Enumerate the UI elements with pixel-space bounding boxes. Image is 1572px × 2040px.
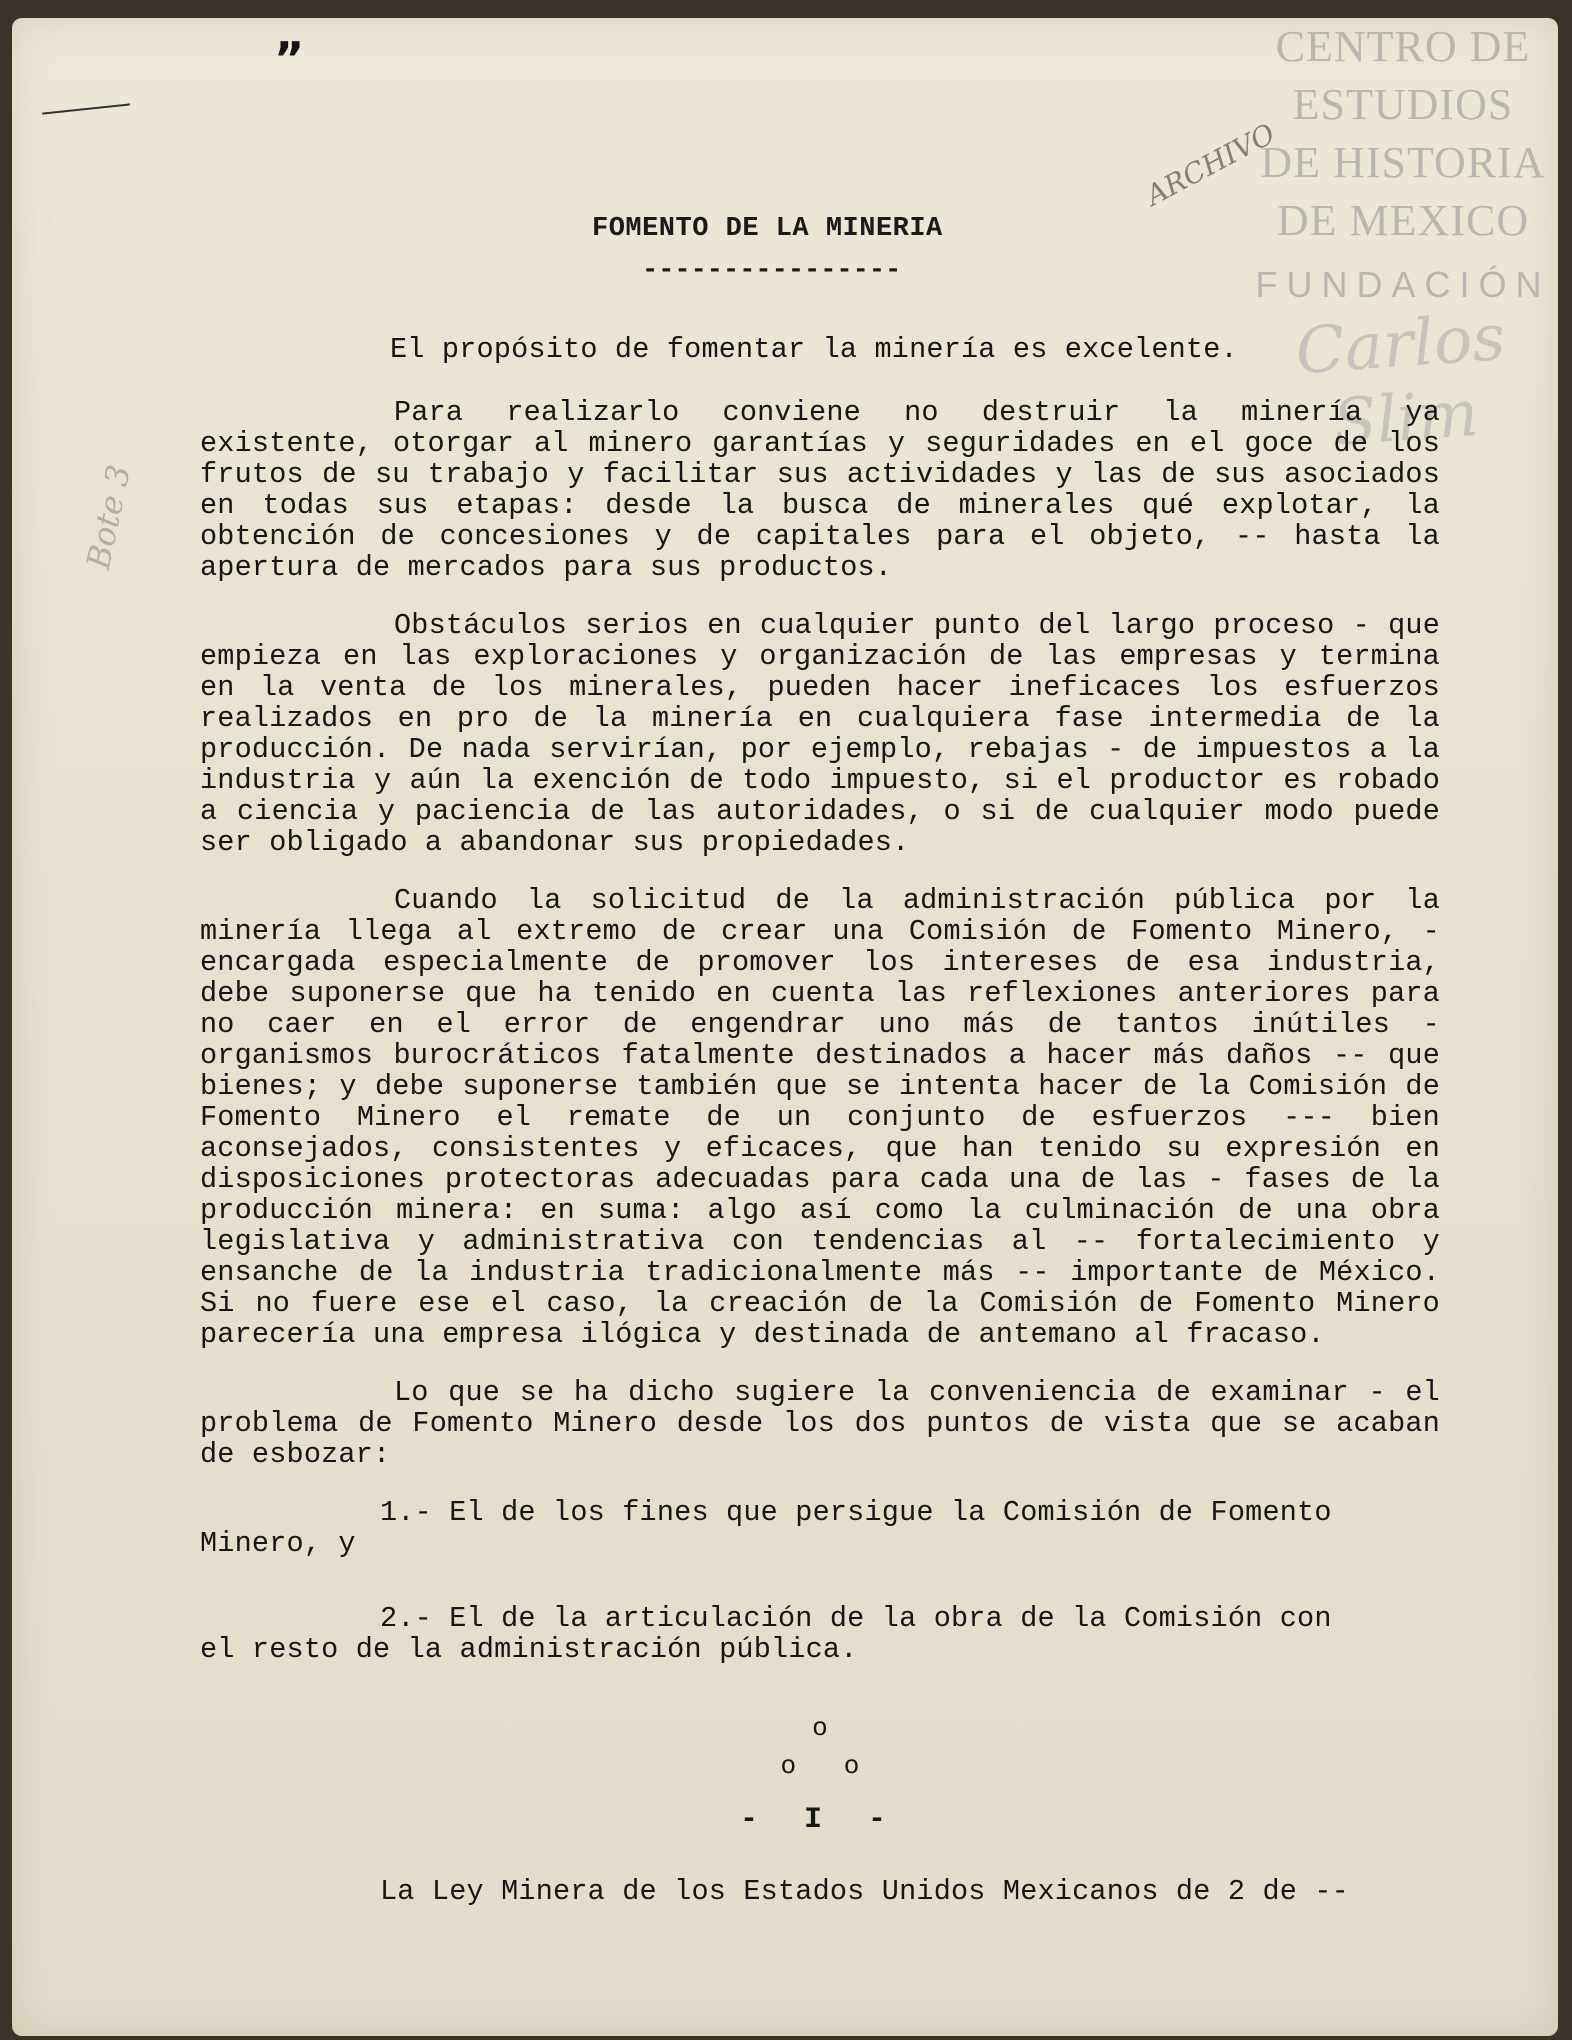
watermark-line: DE HISTORIA xyxy=(1260,138,1546,187)
paragraph: Lo que se ha dicho sugiere la conveniencia de examinar - el problema de Fomento Minero desde los dos puntos de vista que se acaban de esbozar: xyxy=(200,1376,1440,1471)
intro-paragraph: El propósito de fomentar la minería es excelente. xyxy=(390,333,1238,366)
list-item-rest: el resto de la administración pública. xyxy=(200,1633,858,1666)
ornament-top: o xyxy=(812,1713,828,1743)
section-heading: - I - xyxy=(739,1803,900,1837)
pencil-side-note: Bote 3 xyxy=(79,461,139,573)
title-underline: ---------------- xyxy=(642,256,902,286)
watermark-signature: Carlos Slim xyxy=(1293,300,1508,461)
list-item-lead: 1.- El de los fines que persigue la Comisión de Fomento xyxy=(380,1496,1332,1529)
document-body xyxy=(200,334,1440,1907)
pencil-stroke xyxy=(42,103,130,114)
watermark-fundacion: FUNDACIÓN xyxy=(1255,264,1551,305)
handwritten-mark: ” xyxy=(274,32,305,86)
list-item xyxy=(200,1603,1440,1665)
list-item-rest: Minero, y xyxy=(200,1527,356,1560)
ornament-bottom: o o xyxy=(780,1751,860,1781)
list-item-lead: 2.- El de la articulación de la obra de la Comisión con xyxy=(380,1602,1332,1635)
watermark-line: DE MEXICO xyxy=(1276,196,1530,245)
paragraph: Obstáculos serios en cualquier punto del largo proceso - que empieza en las exploraciones y organización de las empresas y termina en la venta de los minerales, pueden hacer ineficaces los esfuerzos realizados en pro de la minería en cualquiera fase intermedia de la producción. De nada servirían, por ejemplo, rebajas - de impuestos a la industria y aún la exención de todo impuesto, si el productor es robado a ciencia y paciencia de las autoridades, o si de cualquier modo puede ser obligado a abandonar sus propiedades. xyxy=(200,609,1440,859)
archive-stamp: ARCHIVO xyxy=(1140,116,1281,213)
paragraph: Cuando la solicitud de la administración pública por la minería llega al extremo de crear una Comisión de Fomento Minero, - encargada especialmente de promover los intereses de esa industria, debe suponerse que ha tenido en cuenta las reflexiones anteriores para no caer en el error de engendrar uno más de tantos inútiles - organismos burocráticos fatalmente destinados a hacer más daños -- que bienes; y debe suponerse también que se intenta hacer de la Comisión de Fomento Minero el remate de un conjunto de esfuerzos --- bien aconsejados, consistentes y eficaces, que han tenido su expresión en disposiciones protectoras adecuadas para cada una de las - fases de la producción minera: en suma: algo así como la culminación de una obra legislativa y administrativa con tendencias al -- fortalecimiento y ensanche de la industria tradicionalmente más -- importante de México. Si no fuere ese el caso, la creación de la Comisión de Fomento Minero parecería una empresa ilógica y destinada de antemano al fracaso. xyxy=(200,884,1440,1351)
paragraph: Para realizarlo conviene no destruir la minería ya existente, otorgar al minero garantías y seguridades en el goce de los frutos de su trabajo y facilitar sus actividades y las de sus asociados en todas sus etapas: desde la busca de minerales qué explotar, la obtención de concesiones y de capitales para el objeto, -- hasta la apertura de mercados para sus productos. xyxy=(200,396,1440,584)
final-line: La Ley Minera de los Estados Unidos Mexicanos de 2 de -- xyxy=(380,1875,1349,1908)
section-ornament xyxy=(200,1709,1440,1785)
list-item xyxy=(200,1497,1440,1559)
document-title: FOMENTO DE LA MINERIA xyxy=(592,214,943,244)
watermark-line: ESTUDIOS xyxy=(1292,80,1514,129)
watermark-line: CENTRO DE xyxy=(1275,22,1531,71)
document-page xyxy=(12,18,1558,2036)
